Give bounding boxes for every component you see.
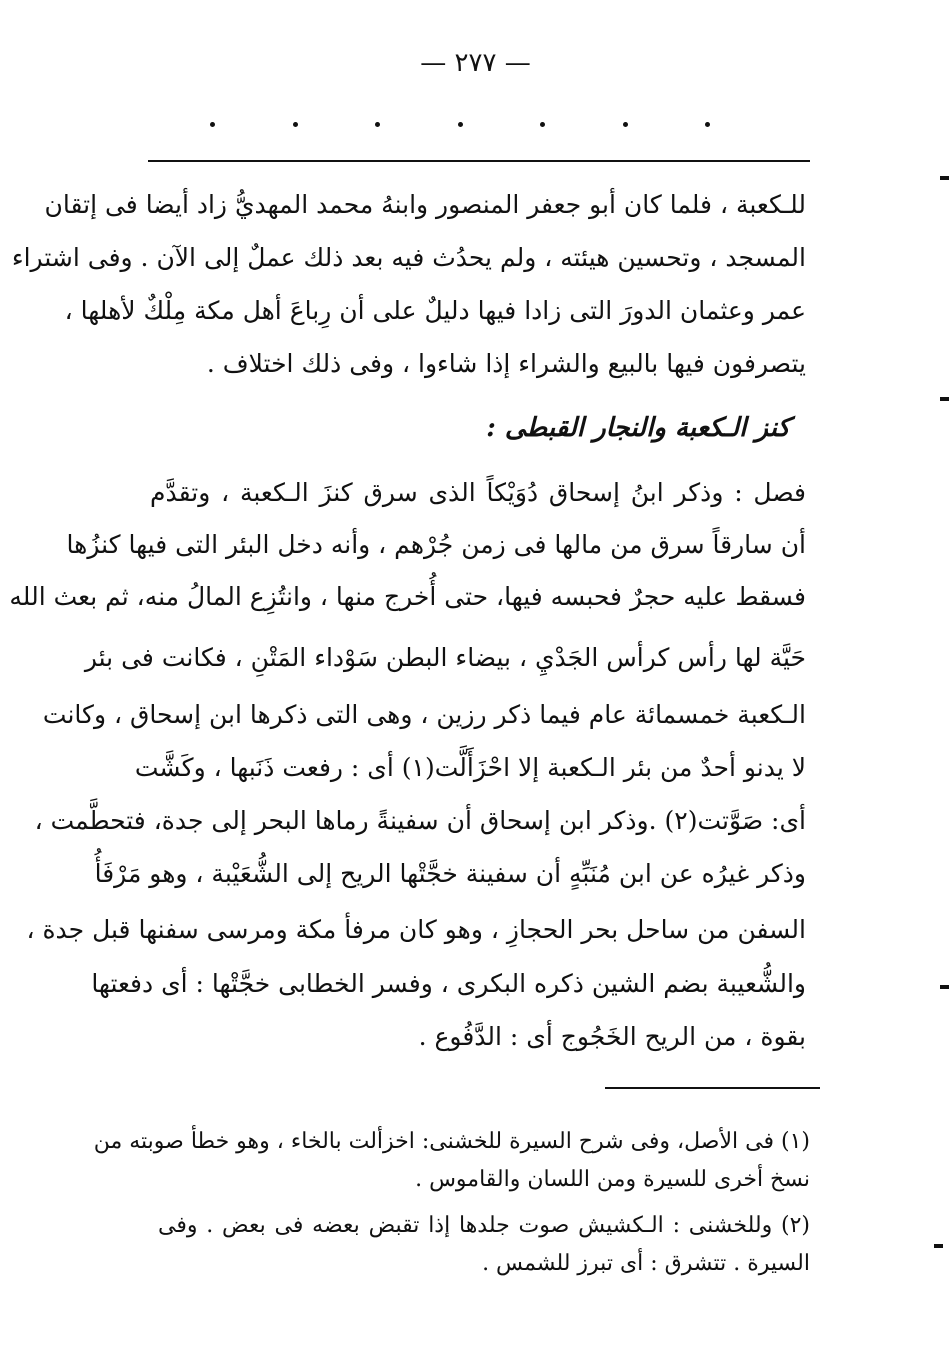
footnote-line: السيرة . تتشرق : أى تبرز للشمس . (482, 1251, 810, 1276)
body-line: أى: صَوَّتت(٢) .وذكر ابن إسحاق أن سفينةً رماها البحر إلى جدة، فتحطَّمت ، (34, 806, 806, 835)
body-line: الـكعبة خمسمائة عام فيما ذكر رزين ، وهى التى ذكرها ابن إسحاق ، وكانت (42, 700, 806, 729)
body-line: المسجد ، وتحسين هيئته ، ولم يحدُث فيه بعد ذلك عملٌ إلى الآن . وفى اشتراء (11, 243, 806, 272)
section-heading: كنز الـكعبة والنجار القبطى : (486, 413, 790, 443)
body-line: عمر وعثمان الدورَ التى زادا فيها دليلٌ على أن رِباعَ أهل مكة مِلْكٌ لأهلها ، (64, 296, 806, 325)
body-line: وذكر غيرُه عن ابن مُنَبِّهٍ أن سفينة خجَّتْها الريح إلى الشُّعَيْبة ، وهو مَرْفَأُ (94, 859, 806, 888)
footnote-rule (605, 1087, 820, 1089)
ornament-dots (210, 122, 710, 127)
body-line: للـكعبة ، فلما كان أبو جعفر المنصور وابنهُ محمد المهديُّ زاد أيضا فى إتقان (44, 190, 806, 219)
header-rule (148, 160, 810, 162)
footnote-line: (٢) وللخشنى : الـكشيش صوت جلدها إذا تقبض بعضه فى بعض . وفى (158, 1213, 810, 1238)
body-line: السفن من ساحل بحر الحجازِ ، وهو كان مرفأ مكة ومرسى سفنها قبل جدة ، (26, 915, 806, 944)
page-number: — ٢٧٧ — (420, 48, 531, 78)
footnote-line: نسخ أخرى للسيرة ومن اللسان والقاموس . (415, 1167, 810, 1192)
body-line: يتصرفون فيها بالبيع والشراء إذا شاءوا ، وفى ذلك اختلاف . (206, 349, 806, 378)
margin-mark (940, 176, 949, 180)
margin-mark (934, 1244, 943, 1248)
body-line: حَيَّة لها رأس كرأس الجَدْيِ ، بيضاء البطن سَوْداء المَتْنِ ، فكانت فى بئر (84, 643, 806, 672)
footnote-line: (١) فى الأصل، وفى شرح السيرة للخشنى: اخزألت بالخاء ، وهو خطأ صوبته من (93, 1129, 810, 1154)
body-line: أن سارقاً سرق من مالها فى زمن جُرْهم ، وأنه دخل البئر التى فيها كنزُها (66, 530, 806, 559)
body-line: لا يدنو أحدٌ من بئر الـكعبة إلا احْزَأَلَّت(١) أى : رفعت ذَنَبها ، وكَشَّت (134, 753, 806, 782)
body-line: والشُّعيبة بضم الشين ذكره البكرى ، وفسر الخطابى خجَّتْها : أى دفعتها (91, 969, 806, 998)
body-line: فصل : وذكر ابنُ إسحاق دُوَيْكاً الذى سرق كنزَ الـكعبة ، وتقدَّم (150, 478, 806, 507)
body-line: فسقط عليه حجرٌ فحبسه فيها، حتى أُخرج منها ، وانتُزِع المالُ منه، ثم بعث الله (9, 582, 806, 611)
margin-mark (940, 397, 949, 401)
body-line: بقوة ، من الريح الخَجُوج أى : الدَّفُوع . (418, 1022, 806, 1051)
margin-mark (940, 985, 949, 989)
